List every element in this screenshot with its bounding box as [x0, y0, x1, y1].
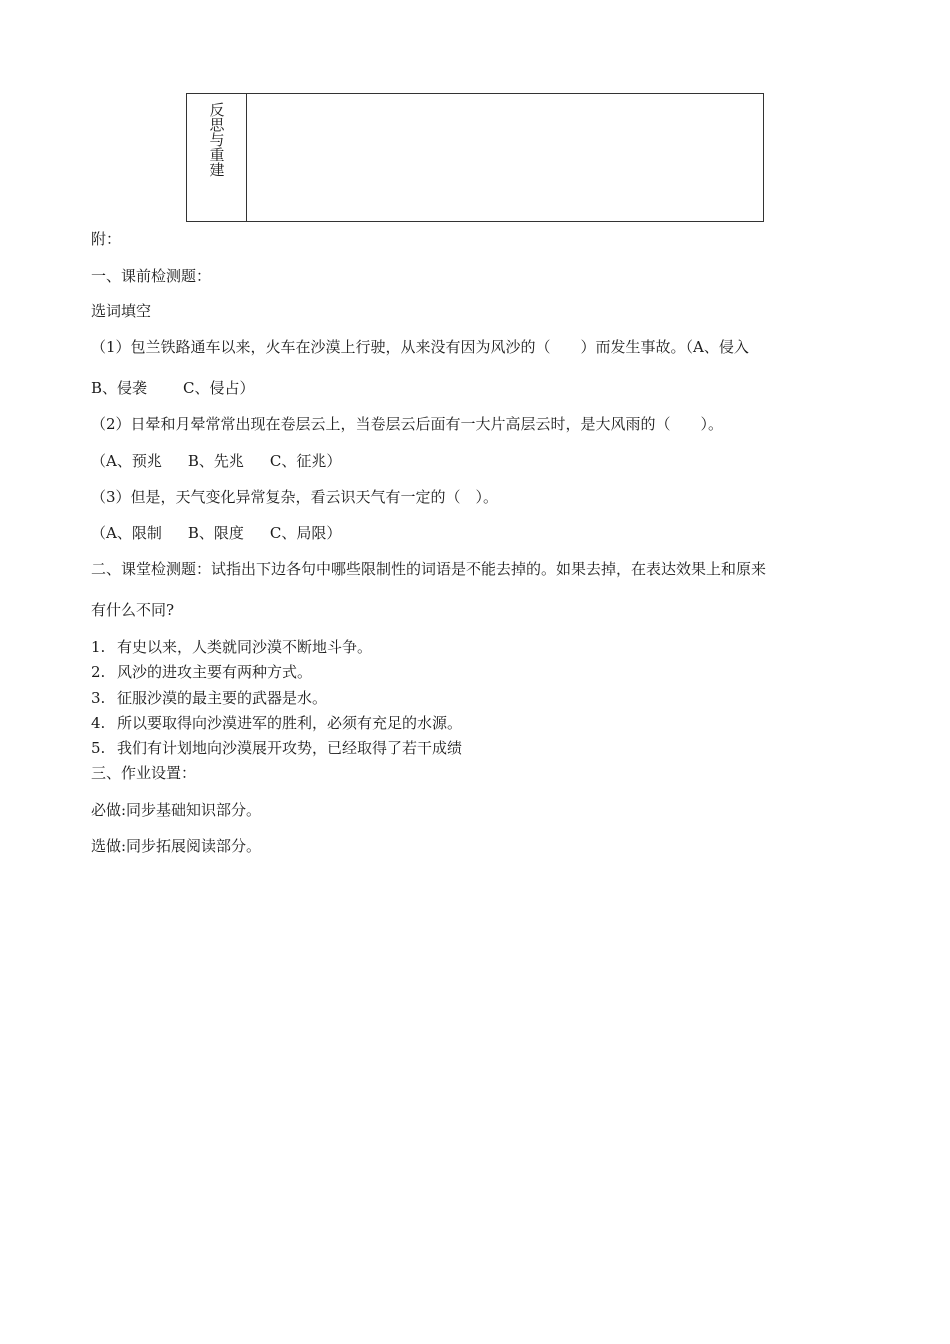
reflection-content-cell — [247, 94, 763, 221]
section1-subtitle: 选词填空 — [91, 302, 152, 320]
reflection-label-cell — [187, 94, 247, 221]
question-1-option-c: C、侵占） — [183, 379, 255, 397]
section2-title-line-1: 二、课堂检测题：试指出下边各句中哪些限制性的词语是不能去掉的。如果去掉，在表达效果上和原来 — [91, 560, 767, 578]
appendix-label: 附： — [91, 230, 122, 248]
list-item-number: 4. — [91, 714, 106, 732]
list-item — [91, 713, 462, 733]
section1-title: 一、课前检测题： — [91, 267, 212, 285]
list-item-text: 征服沙漠的最主要的武器是水。 — [117, 689, 328, 707]
question-3-option-a: （A、限制 — [91, 524, 162, 542]
question-2-line-1: （2）日晕和月晕常常出现在卷层云上，当卷层云后面有一大片高层云时，是大风雨的（ ）。 — [91, 415, 724, 433]
reflection-table — [186, 93, 764, 222]
required-homework: 必做:同步基础知识部分。 — [91, 801, 262, 819]
question-1-line-1: （1）包兰铁路通车以来，火车在沙漠上行驶，从来没有因为风沙的（ ）而发生事故。（A、侵入 — [91, 338, 749, 356]
question-2-options — [91, 451, 341, 471]
list-item — [91, 662, 312, 682]
question-2-option-b: B、先兆 — [187, 452, 244, 470]
question-1-option-b: B、侵袭 — [91, 379, 148, 397]
list-item-number: 5. — [91, 739, 106, 757]
list-item-number: 1. — [91, 638, 106, 656]
question-3-line-1: （3）但是，天气变化异常复杂，看云识天气有一定的（ ）。 — [91, 488, 499, 506]
list-item-text: 风沙的进攻主要有两种方式。 — [117, 663, 313, 681]
question-2-option-c: C、征兆） — [269, 452, 342, 470]
optional-homework: 选做:同步拓展阅读部分。 — [91, 837, 262, 855]
reflection-label: 反思与重建 — [207, 102, 226, 177]
list-item — [91, 637, 372, 657]
list-item-text: 有史以来，人类就同沙漠不断地斗争。 — [117, 638, 373, 656]
question-1-line-2 — [91, 378, 255, 398]
section3-title: 三、作业设置： — [91, 764, 197, 782]
list-item-number: 3. — [91, 689, 106, 707]
list-item-text: 所以要取得向沙漠进军的胜利，必须有充足的水源。 — [117, 714, 463, 732]
section2-title-line-2: 有什么不同? — [91, 601, 175, 619]
question-2-option-a: （A、预兆 — [91, 452, 162, 470]
list-item — [91, 738, 462, 758]
question-3-option-b: B、限度 — [187, 524, 244, 542]
question-3-option-c: C、局限） — [269, 524, 342, 542]
question-3-options — [91, 523, 341, 543]
list-item-number: 2. — [91, 663, 106, 681]
list-item — [91, 688, 327, 708]
list-item-text: 我们有计划地向沙漠展开攻势，已经取得了若干成绩 — [117, 739, 463, 757]
